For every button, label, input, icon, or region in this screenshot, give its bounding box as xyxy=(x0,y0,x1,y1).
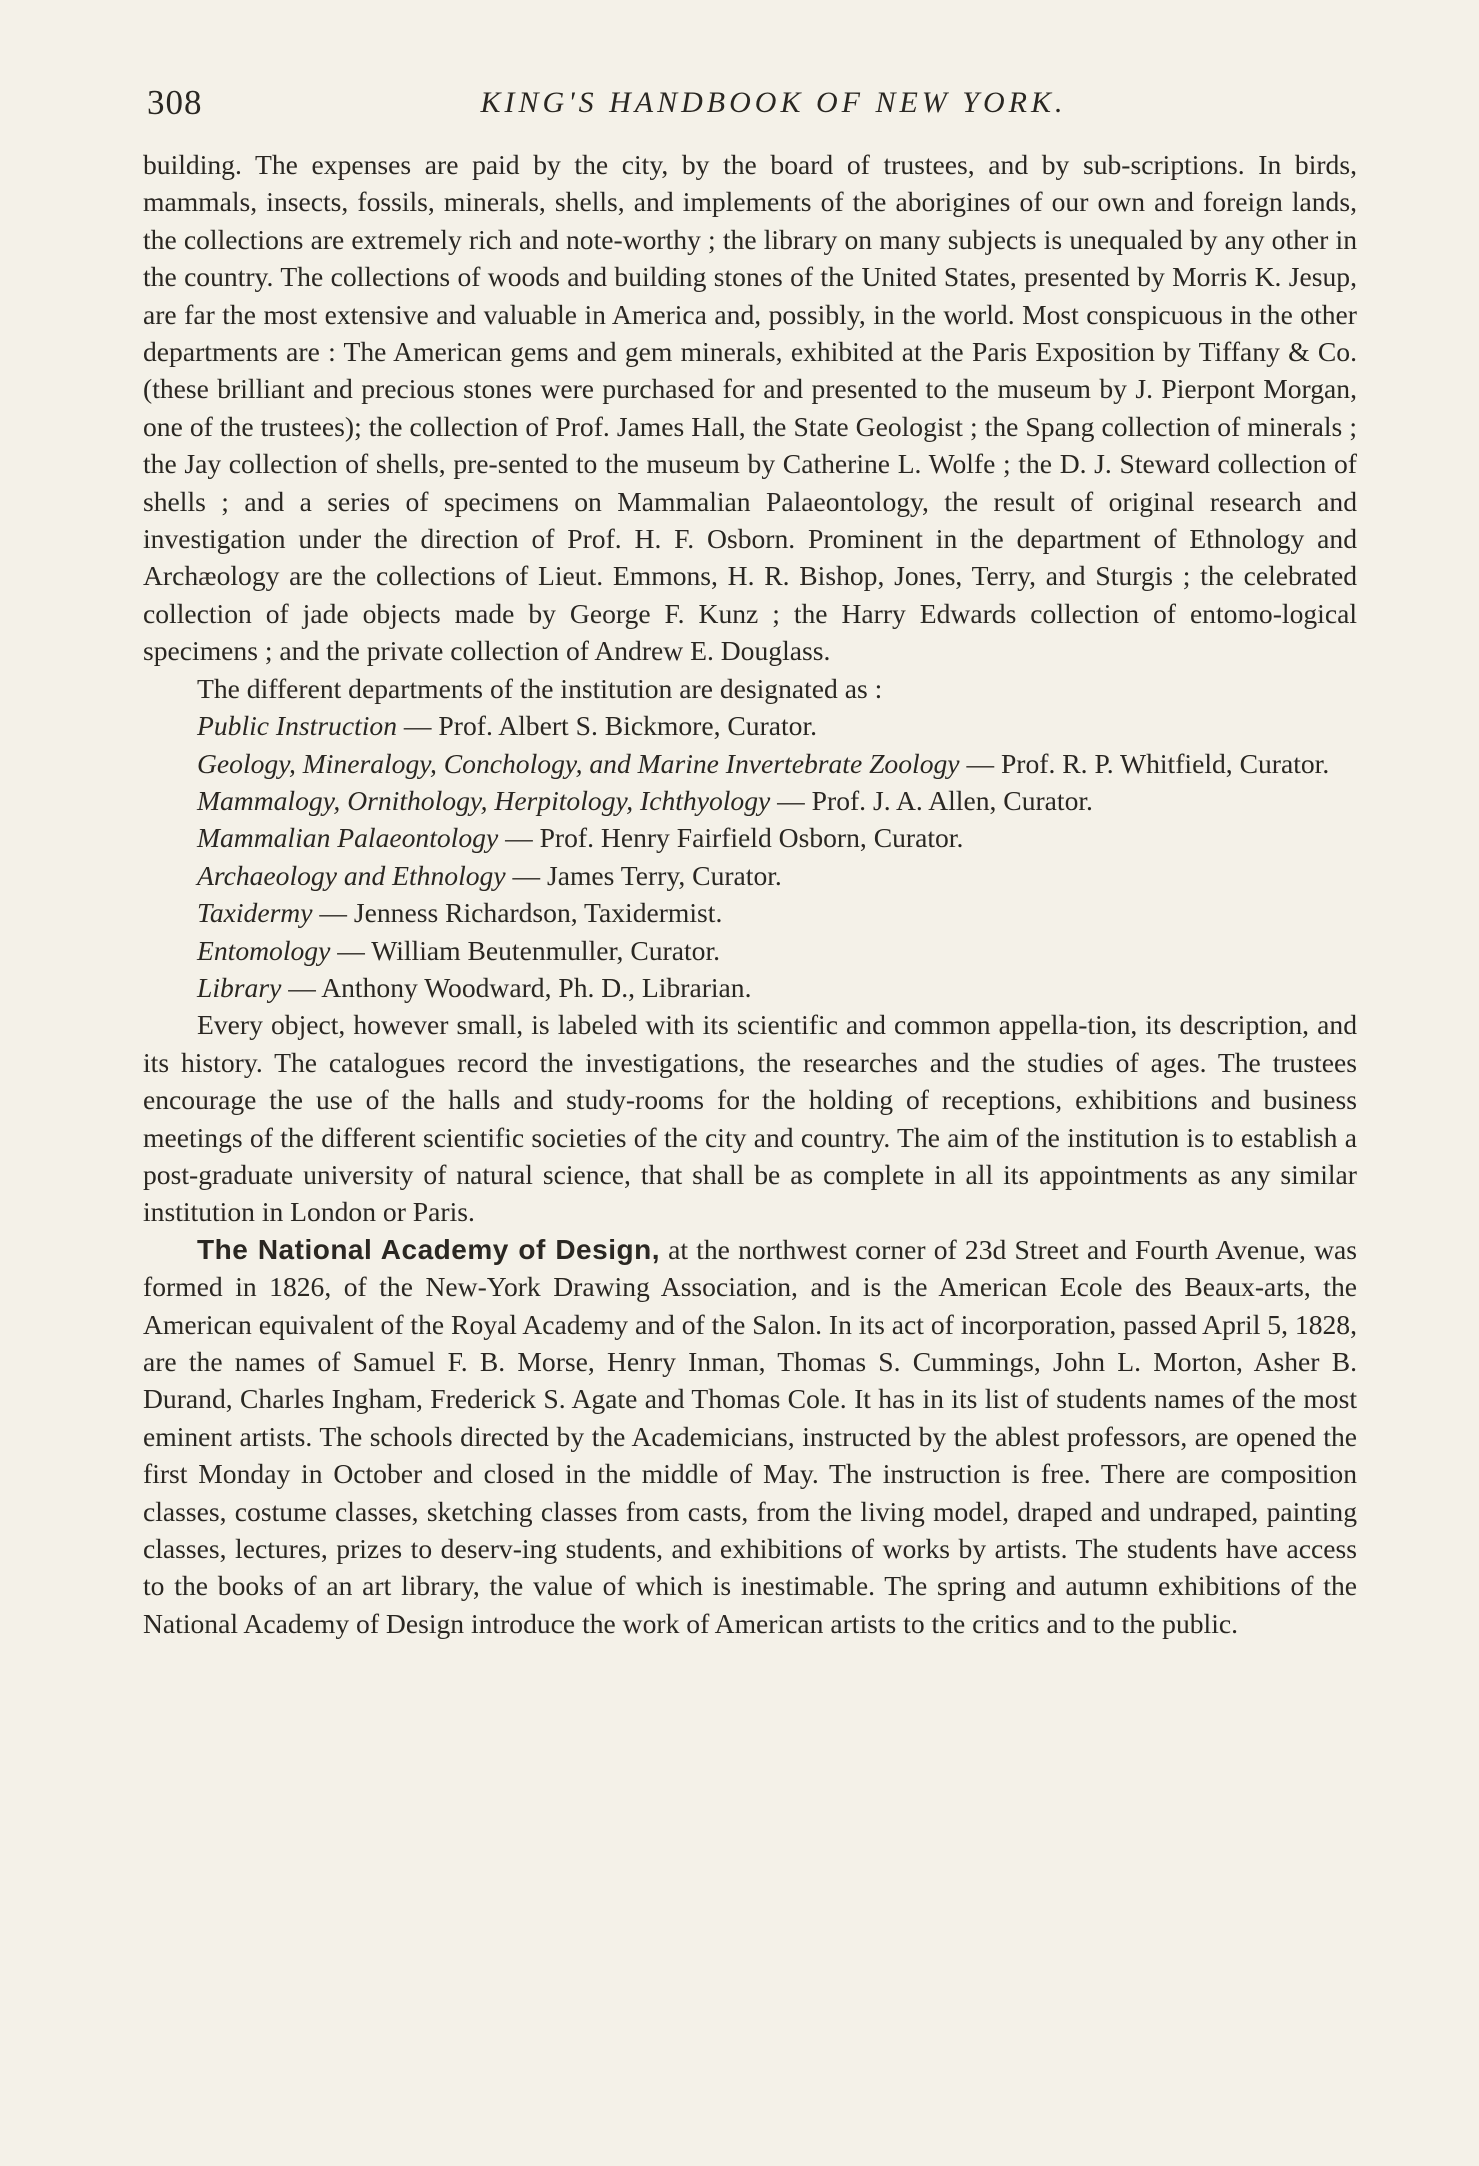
department-item xyxy=(143,819,1357,856)
department-item xyxy=(143,745,1357,782)
paragraph-museum-collections: building. The expenses are paid by the city, by the board of trustees, and by sub-scriptions. In birds, mammals, insects, fossils, minerals, shells, and implements of the aborigines of our own and foreign lands, the collections are extremely rich and note-worthy ; the library on many subjects is unequaled by any other in the country. The collections of woods and building stones of the United States, presented by Morris K. Jesup, are far the most extensive and valuable in America and, possibly, in the world. Most conspicuous in the other departments are : The American gems and gem minerals, exhibited at the Paris Exposition by Tiffany & Co. (these brilliant and precious stones were purchased for and presented to the museum by J. Pierpont Morgan, one of the trustees); the collection of Prof. James Hall, the State Geologist ; the Spang collection of minerals ; the Jay collection of shells, pre-sented to the museum by Catherine L. Wolfe ; the D. J. Steward collection of shells ; and a series of specimens on Mammalian Palaeontology, the result of original research and investigation under the direction of Prof. H. F. Osborn. Prominent in the department of Ethnology and Archæology are the collections of Lieut. Emmons, H. R. Bishop, Jones, Terry, and Sturgis ; the celebrated collection of jade objects made by George F. Kunz ; the Harry Edwards collection of entomo-logical specimens ; and the private collection of Andrew E. Douglass. xyxy=(143,149,1357,667)
department-name: Public Instruction xyxy=(197,710,398,742)
departments-list xyxy=(143,707,1357,1006)
department-name: Taxidermy xyxy=(197,897,313,929)
department-name: Archaeology and Ethnology xyxy=(197,859,506,891)
body-text xyxy=(143,146,1357,1642)
department-curator: — Jenness Richardson, Taxidermist. xyxy=(312,897,723,929)
section-lead-body: at the northwest corner of 23d Street and Fourth Avenue, was formed in 1826, of the New-York Drawing Association, and is the American Ecole des Beaux-arts, the American equivalent of the Royal Academy and of the Salon. In its act of incorporation, passed April 5, 1828, are the names of Samuel F. B. Morse, Henry Inman, Thomas S. Cummings, John L. Morton, Asher B. Durand, Charles Ingham, Frederick S. Agate and Thomas Cole. It has in its list of students names of the most eminent artists. The schools directed by the Academicians, instructed by the ablest professors, are opened the first Monday in October and closed in the middle of May. The instruction is free. There are composition classes, costume classes, sketching classes from casts, from the living model, draped and undraped, painting classes, lectures, prizes to deserv-ing students, and exhibitions of works by artists. The students have access to the books of an art library, the value of which is inestimable. The spring and autumn exhibitions of the National Academy of Design introduce the work of American artists to the critics and to the public. xyxy=(143,1233,1357,1639)
department-curator: — James Terry, Curator. xyxy=(505,859,782,891)
page-header xyxy=(147,78,1360,128)
department-item xyxy=(143,969,1357,1006)
paragraph-labeling: Every object, however small, is labeled with its scientific and common appella-tion, its description, and its history. The catalogues record the investigations, the researches and the studies of ages. The trustees encourage the use of the halls and study-rooms for the holding of receptions, exhibitions and business meetings of the different scientific societies of the city and country. The aim of the institution is to establish a post-graduate university of natural science, that shall be as complete in all its appointments as any similar institution in London or Paris. xyxy=(143,1009,1357,1228)
section-lead-heading: The National Academy of Design, xyxy=(197,1233,660,1265)
department-name: Mammalian Palaeontology xyxy=(197,822,499,854)
department-name: Geology, Mineralogy, Conchology, and Marine Invertebrate Zoology xyxy=(197,747,960,779)
department-item xyxy=(143,932,1357,969)
department-item xyxy=(143,782,1357,819)
department-curator: — Anthony Woodward, Ph. D., Librarian. xyxy=(281,971,752,1003)
running-title: KING'S HANDBOOK OF NEW YORK. xyxy=(480,86,1067,119)
department-curator: — Prof. Albert S. Bickmore, Curator. xyxy=(397,710,818,742)
department-item xyxy=(143,894,1357,931)
department-curator: — Prof. Henry Fairfield Osborn, Curator. xyxy=(498,822,964,854)
paragraph-national-academy xyxy=(143,1231,1357,1642)
department-name: Mammalogy, Ornithology, Herpitology, Ichthyology xyxy=(197,784,771,816)
department-item xyxy=(143,857,1357,894)
department-name: Library xyxy=(197,971,282,1003)
department-curator: — Prof. R. P. Whitfield, Curator. xyxy=(959,747,1330,779)
paragraph-departments-intro: The different departments of the institution are designated as : xyxy=(197,672,883,704)
page-number: 308 xyxy=(147,83,203,122)
department-curator: — William Beutenmuller, Curator. xyxy=(330,934,721,966)
department-curator: — Prof. J. A. Allen, Curator. xyxy=(770,784,1093,816)
department-name: Entomology xyxy=(197,934,331,966)
department-item xyxy=(143,707,1357,744)
